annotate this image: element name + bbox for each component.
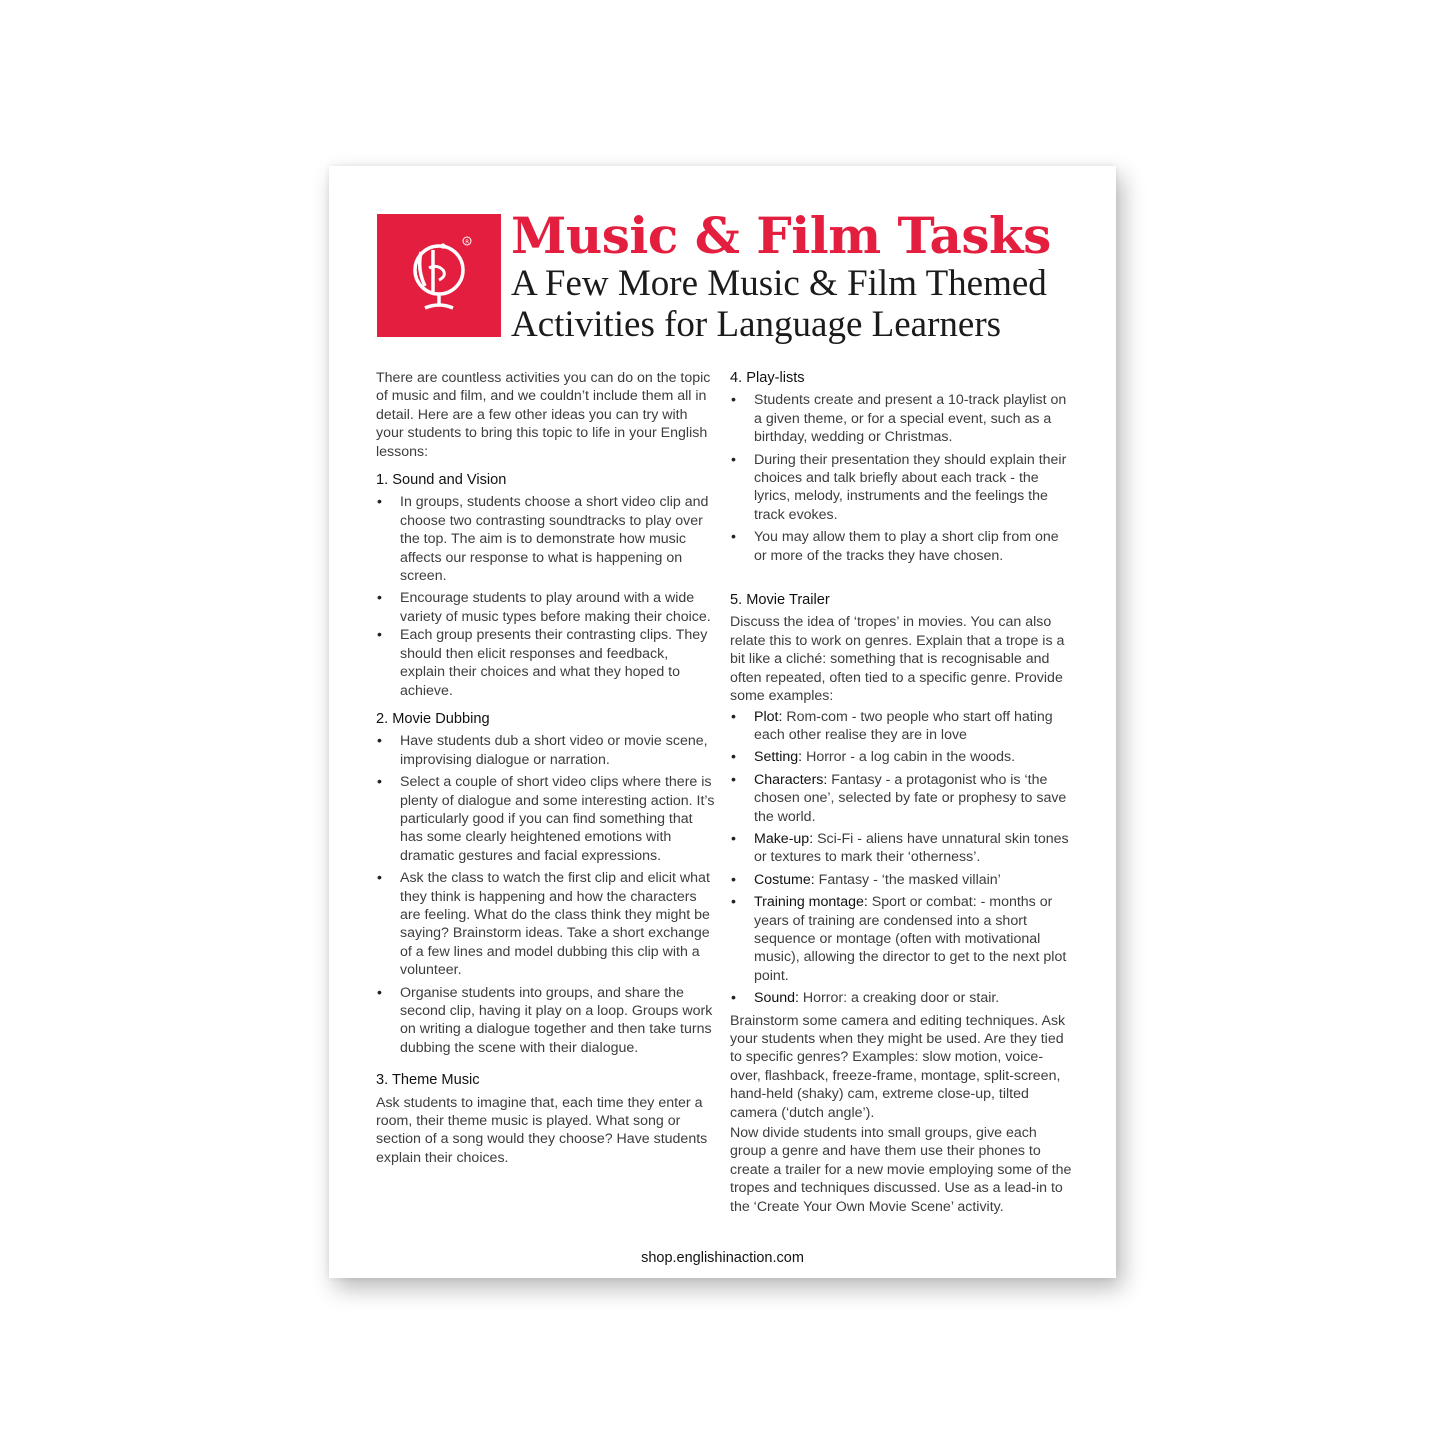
list-item: • In groups, students choose a short video clip and choose two contrasting soundtracks to play over the top. The aim is to demonstrate how music affects our response to what is happening on screen. xyxy=(377,494,709,585)
bullet-icon: • xyxy=(731,451,736,468)
list-item: • You may allow them to play a short clip from one or more of the tracks they have chosen. xyxy=(731,529,1059,564)
bullet-icon: • xyxy=(731,990,736,1007)
bullet-icon: • xyxy=(377,494,382,511)
list-item: • Sound: Horror: a creaking door or stair. xyxy=(731,990,1000,1007)
bullet-icon: • xyxy=(377,870,382,887)
list-item: • Plot: Rom-com - two people who start off hating each other realise they are in love xyxy=(731,708,1053,743)
bullet-icon: • xyxy=(731,749,736,766)
list-item: • Costume: Fantasy - ‘the masked villain’ xyxy=(731,871,1001,888)
section-heading-sound-and-vision: 1. Sound and Vision xyxy=(376,472,507,489)
movie-dubbing-list xyxy=(376,732,716,1057)
section-heading-play-lists: 4. Play-lists xyxy=(730,370,805,386)
subtitle-line: Activities for Language Learners xyxy=(511,304,1002,345)
list-item: • During their presentation they should explain their choices and talk briefly about each track - the lyrics, melody, instruments and the feelings the track evokes. xyxy=(731,451,1067,523)
bullet-icon: • xyxy=(731,894,736,911)
bullet-icon: • xyxy=(377,627,382,644)
right-column xyxy=(730,369,1072,1222)
section-heading-theme-music: 3. Theme Music xyxy=(376,1072,480,1089)
svg-text:R: R xyxy=(465,239,470,246)
list-item: • Setting: Horror - a log cabin in the woods. xyxy=(731,749,1016,766)
intro-paragraph: There are countless activities you can do on the topic of music and film, and we couldn’t include them all in detail. Here are a few other ideas you can try with your students to bring this topic to life in your English lessons: xyxy=(376,370,711,460)
list-item: • Make-up: Sci-Fi - aliens have unnatural skin tones or textures to mark their ‘otherness’. xyxy=(731,830,1069,866)
eia-globe-logo-icon xyxy=(377,214,501,337)
bullet-icon: • xyxy=(731,830,736,847)
footer-url: shop.englishinaction.com xyxy=(641,1250,804,1266)
bullet-icon: • xyxy=(377,733,382,750)
list-item: • Students create and present a 10-track playlist on a given theme, or for a special event, such as a birthday, wedding or Christmas. xyxy=(731,392,1067,446)
left-column xyxy=(376,369,716,1173)
movie-trailer-intro: Discuss the idea of ‘tropes’ in movies. You can also relate this to work on genres. Explain that a trope is a bit like a cliché: something that is recognisable and often repeated, often tied to a specific genre. Provide some examples: xyxy=(730,614,1065,705)
list-item: • Characters: Fantasy - a protagonist who is ‘the chosen one’, selected by fate or prophesy to save the world. xyxy=(731,771,1067,825)
bullet-icon: • xyxy=(731,871,736,888)
tropes-list xyxy=(730,708,1072,1008)
bullet-icon: • xyxy=(731,771,736,788)
trailer-task-paragraph: Now divide students into small groups, give each group a genre and have them use their phones to create a trailer for a new movie employing some of the tropes and techniques discussed. Use as a lead-in to the ‘Create Your Own Movie Scene’ activity. xyxy=(730,1125,1072,1215)
bullet-icon: • xyxy=(377,984,382,1001)
section-heading-movie-dubbing: 2. Movie Dubbing xyxy=(376,710,490,727)
section-heading-movie-trailer: 5. Movie Trailer xyxy=(730,592,830,609)
list-item: • Each group presents their contrasting clips. They should then elicit responses and feedback, explain their choices and what they hoped to achieve. xyxy=(377,627,708,699)
bullet-icon: • xyxy=(731,708,736,725)
play-lists-list xyxy=(730,391,1072,565)
theme-music-paragraph: Ask students to imagine that, each time they enter a room, their theme music is played. What song or section of a song would they choose? Have students explain their choices. xyxy=(376,1094,708,1166)
worksheet-page xyxy=(329,166,1116,1278)
list-item: • Select a couple of short video clips where there is plenty of dialogue and some interesting action. It’s particularly good if you can find something that has some clearly heightened emotions with dramatic gestures and facial expressions. xyxy=(377,774,715,864)
bullet-icon: • xyxy=(731,529,736,546)
camera-techniques-paragraph: Brainstorm some camera and editing techniques. Ask your students when they might be used. Are they tied to specific genres? Examples: slow motion, voice-over, flashback, freeze-frame, montage, split-screen, hand-held (shaky) cam, extreme close-up, tilted camera (‘dutch angle’). xyxy=(730,1012,1066,1121)
subtitle-line: A Few More Music & Film Themed xyxy=(511,263,1047,304)
bullet-icon: • xyxy=(731,392,736,409)
list-item: • Encourage students to play around with a wide variety of music types before making their choice. xyxy=(377,590,711,625)
list-item: • Ask the class to watch the first clip and elicit what they think is happening and how the characters are feeling. What do the class think they might be saying? Brainstorm ideas. Take a short exchange of a few lines and model dubbing this clip with a volunteer. xyxy=(377,870,710,979)
bullet-icon: • xyxy=(377,774,382,791)
list-item: • Training montage: Sport or combat: - months or years of training are condensed into a short sequence or montage (often with motivational music), allowing the director to get to the next plot point. xyxy=(731,894,1067,984)
sound-and-vision-list xyxy=(376,493,716,699)
bullet-icon: • xyxy=(377,590,382,607)
page-subtitle xyxy=(511,263,1047,345)
list-item: • Have students dub a short video or movie scene, improvising dialogue or narration. xyxy=(377,733,708,768)
page-title: Music & Film Tasks xyxy=(511,206,1051,265)
list-item: • Organise students into groups, and share the second clip, having it play on a loop. Groups work on writing a dialogue together and then take turns dubbing the scene with their dialogue. xyxy=(377,984,713,1056)
